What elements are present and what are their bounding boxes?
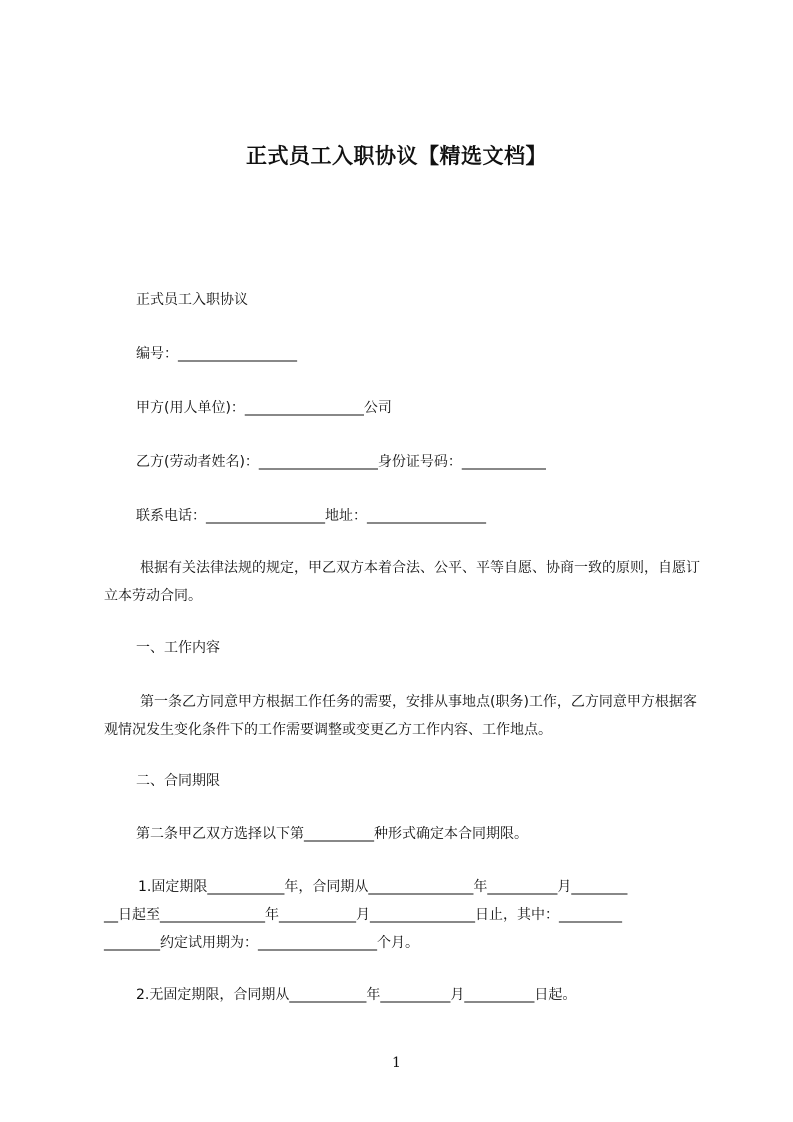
section-1-heading: 一、工作内容 (136, 640, 220, 656)
number-field-line: 编号：_________________ (136, 346, 297, 362)
article-1-paragraph: 第一条乙方同意甲方根据工作任务的需要，安排从事地点(职务)工作，乙方同意甲方根据客观情况发生变化条件下的工作需要调整或变更乙方工作内容、工作地点。 (104, 694, 697, 738)
clause-1-line-3: ________约定试用期为：_________________个月。 (104, 935, 419, 951)
preamble-paragraph: 根据有关法律法规的规定，甲乙双方本着合法、公平、平等自愿、协商一致的原则，自愿订立本劳动合同。 (104, 560, 700, 604)
clause-1-line-2: __日起至_______________年___________月_______________日止，其中：_________ (104, 907, 622, 923)
article-2-paragraph: 第二条甲乙双方选择以下第__________种形式确定本合同期限。 (136, 826, 528, 842)
agreement-heading: 正式员工入职协议 (136, 292, 248, 308)
party-b-line: 乙方(劳动者姓名)：_________________身份证号码：____________ (136, 454, 546, 470)
page-number: 1 (392, 1055, 401, 1071)
document-title: 正式员工入职协议【精选文档】 (246, 144, 547, 168)
clause-1-line-1: 1.固定期限___________年，合同期从_______________年__________月________ (138, 879, 628, 895)
clause-2-line: 2.无固定期限，合同期从___________年__________月__________日起。 (136, 987, 577, 1003)
party-a-line: 甲方(用人单位)：_________________公司 (136, 400, 392, 416)
contact-line: 联系电话：_________________地址：_________________ (136, 508, 486, 524)
section-2-heading: 二、合同期限 (136, 773, 220, 789)
